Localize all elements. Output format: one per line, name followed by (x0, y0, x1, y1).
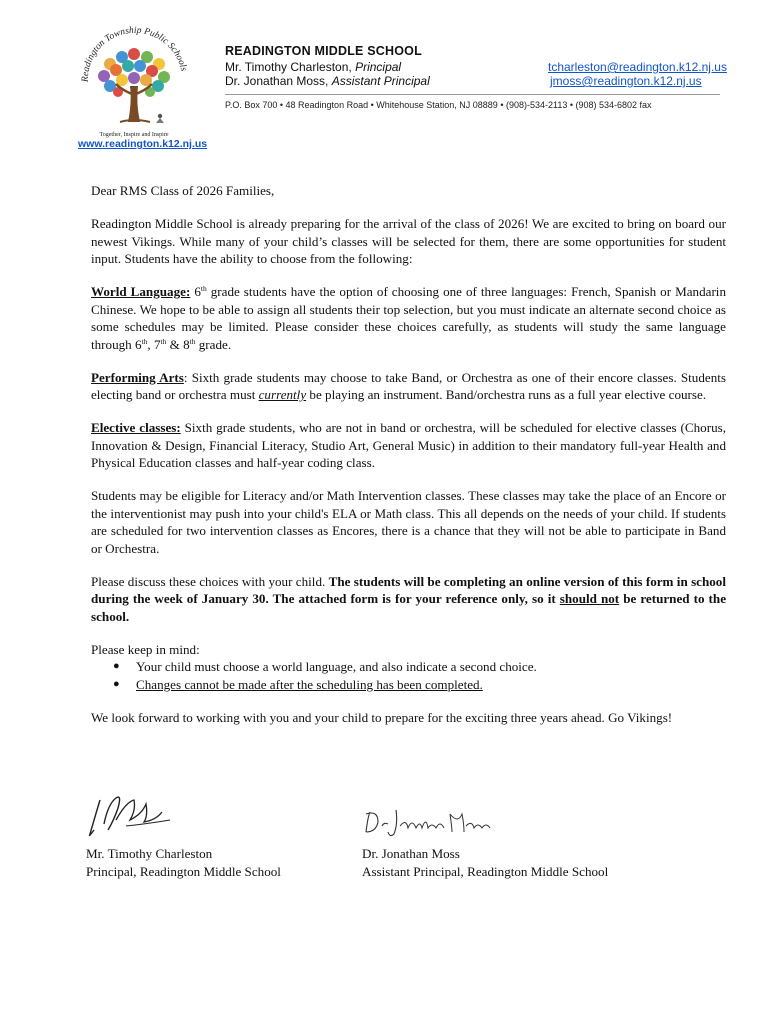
discuss-bold-text-1: The students will be completing an online version of this form in school during the week of January 30. The attached form is for your reference only, so it (91, 573, 726, 606)
discuss-bold-text-2: be returned to the school. (91, 591, 727, 624)
reminder-text: Your child must choose a world language, and also indicate a second choice. (136, 659, 537, 674)
asst-principal-signature-title: Assistant Principal, Readington Middle School (362, 863, 609, 879)
ordinal-suffix: th (189, 336, 196, 346)
world-language-text-4: & 8 (166, 336, 190, 352)
discuss-text: Please discuss these choices with your child. (91, 573, 329, 589)
letter-body (91, 182, 726, 742)
asst-principal-line (225, 74, 430, 88)
principal-email-link[interactable]: tcharleston@readington.k12.nj.us (548, 60, 727, 74)
asst-principal-email-link[interactable]: jmoss@readington.k12.nj.us (550, 74, 702, 88)
performing-arts-heading: Performing Arts (91, 369, 184, 385)
elective-paragraph (91, 419, 726, 472)
world-language-text-1: 6 (190, 284, 201, 299)
principal-name: Mr. Timothy Charleston, (225, 60, 352, 74)
bullet-icon: ● (113, 677, 120, 690)
website-link[interactable]: www.readington.k12.nj.us (78, 138, 208, 150)
logo-tagline: Together, Inspire and Inspire (99, 132, 169, 138)
list-item (113, 676, 726, 694)
ordinal-suffix: th (160, 336, 167, 346)
elective-text: Sixth grade students, who are not in band or orchestra, will be scheduled for elective classes (Chorus, Innovation & Design, Financial Literacy, Studio Art, General Music) in addition to their mandatory full-year Health and Physical Education classes and half-year coding class. (91, 420, 726, 470)
asst-principal-role: Assistant Principal (331, 74, 430, 88)
greeting: Dear RMS Class of 2026 Families, (91, 183, 275, 198)
school-logo (70, 24, 198, 140)
world-language-paragraph (91, 283, 726, 353)
principal-signature-title: Principal, Readington Middle School (86, 863, 281, 879)
bullet-icon: ● (113, 660, 120, 672)
tree-trunk (128, 86, 140, 122)
world-language-text-5: grade. (195, 336, 232, 352)
performing-arts-text-1: : Sixth grade students may choose to take Band, or Orchestra as one of their encore classes. Students electing band or orchestra must (91, 369, 726, 402)
school-name: READINGTON MIDDLE SCHOOL (225, 44, 422, 58)
world-language-heading: World Language: (91, 284, 191, 299)
should-not-emphasis: should not (559, 591, 620, 606)
asst-principal-signature-name: Dr. Jonathan Moss (362, 846, 460, 861)
reminder-list (91, 658, 726, 693)
principal-role: Principal (355, 60, 402, 74)
performing-arts-paragraph (91, 369, 726, 404)
performing-arts-text-2: be playing an instrument. Band/orchestra runs as a full year elective course. (306, 387, 707, 402)
list-item (113, 658, 726, 676)
principal-signature (86, 790, 176, 842)
ordinal-suffix: th (141, 336, 148, 346)
elective-heading: Elective classes: (91, 420, 181, 435)
discuss-paragraph (91, 573, 726, 626)
reminder-text: Changes cannot be made after the scheduling has been completed. (136, 676, 483, 692)
principal-line (225, 60, 401, 74)
principal-signature-block (86, 845, 281, 880)
asst-principal-name: Dr. Jonathan Moss, (225, 74, 329, 88)
school-address: P.O. Box 700 • 48 Readington Road • Whitehouse Station, NJ 08889 • (908)-534-2113 • (908) 534-6802 fax (225, 100, 652, 110)
asst-principal-signature (362, 806, 492, 840)
world-language-text-3: , 7 (147, 336, 161, 352)
asst-principal-signature-block (362, 845, 608, 880)
world-language-text-2: grade students have the option of choosing one of three languages: French, Spanish or Mandarin Chinese. We hope to be able to assign all students their top selection, but you must indicate an alternate second choice as some schedules may be limited. Please consider these choices carefully, as students will study the same language through 6 (91, 284, 726, 352)
currently-emphasis: currently (258, 387, 307, 402)
closing-paragraph: We look forward to working with you and your child to prepare for the exciting three years ahead. Go Vikings! (91, 709, 673, 725)
ordinal-suffix: th (200, 284, 207, 293)
intervention-paragraph: Students may be eligible for Literacy and/or Math Intervention classes. These classes may take the place of an Encore or the interventionist may push into your child's ELA or Math class. This all depends on the needs of your child. If students are scheduled for two intervention classes as Encores, there is a chance that they will not be able to participate in Band or Orchestra. (91, 488, 726, 556)
header-divider (225, 94, 720, 95)
intro-paragraph: Readington Middle School is already preparing for the arrival of the class of 2026! We are excited to bring on board our newest Vikings. While many of your child’s classes will be selected for them, there are some opportunities for student input. Students have the ability to choose from the following: (91, 216, 726, 266)
logo-arc-text: Readington Township Public Schools (80, 25, 189, 83)
principal-signature-name: Mr. Timothy Charleston (86, 846, 213, 861)
keep-in-mind-label: Please keep in mind: (91, 641, 200, 657)
